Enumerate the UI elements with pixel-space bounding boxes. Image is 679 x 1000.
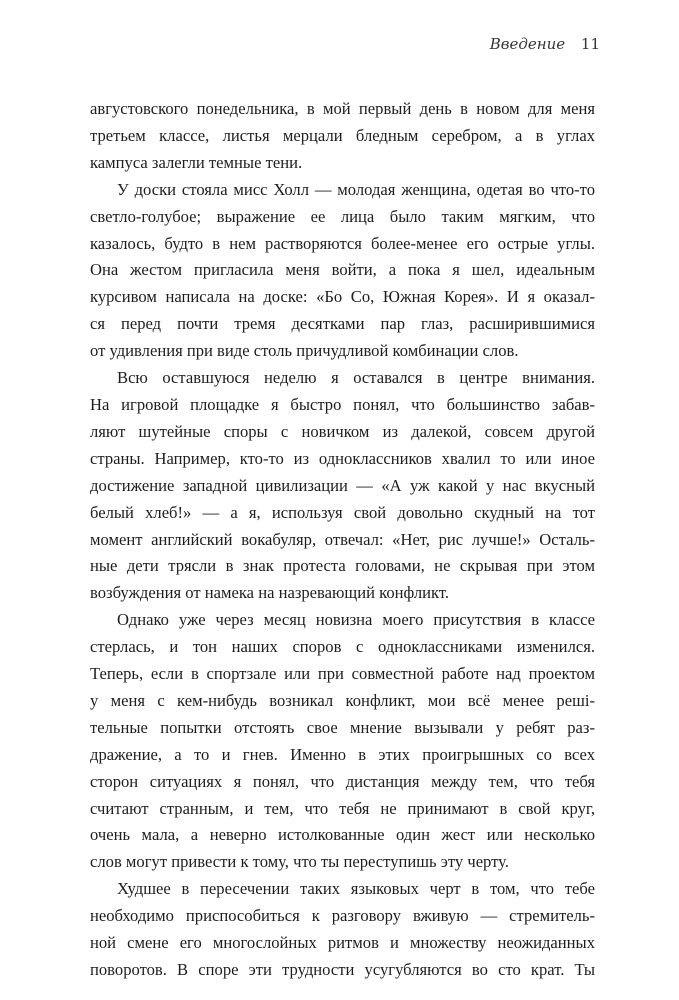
text-line: поворотов. В споре эти трудности усугубляются во сто крат. Ты (90, 960, 595, 979)
paragraph (90, 607, 595, 876)
text-line: стерлась, и тон наших споров с одноклассниками изменился. (90, 637, 595, 657)
text-line: Она жестом пригласила меня войти, а пока я шел, идеальным (90, 260, 595, 280)
text-line: возбуждения от намека на назревающий конфликт. (90, 583, 450, 603)
text-line: белый хлеб!» — а я, используя свой довольно скудный на тот (90, 502, 595, 522)
text-line: сторон ситуациях я понял, что дистанция между тем, что тебя (90, 771, 595, 791)
running-header (490, 35, 600, 53)
text-line: третьем классе, листья мерцали бледным серебром, а в углах (90, 125, 595, 145)
text-line: казалось, будто в нем растворяются более-менее его острые углы. (90, 233, 595, 253)
text-line: ся перед почти тремя десятками пар глаз, расширившимися (90, 314, 595, 334)
text-line: дражение, а то и гнев. Именно в этих проигрышных со всех (90, 744, 595, 764)
text-line: На игровой площадке я быстро понял, что большинство забав- (90, 394, 595, 414)
text-line: Всю оставшуюся неделю я оставался в центре внимания. (117, 368, 595, 388)
paragraph (90, 177, 595, 365)
paragraph (90, 365, 595, 607)
text-line: курсивом написала на доске: «Бо Со, Южная Корея». И я оказал- (90, 287, 595, 307)
text-line: у меня с кем-нибудь возникал конфликт, мои всё менее решi- (90, 690, 595, 710)
text-line: ные дети трясли в знак протеста головами, не скрывая при этом (90, 556, 595, 576)
text-line: Худшее в пересечении таких языковых черт в том, что тебе (117, 879, 595, 899)
text-line: светло-голубое; выражение ее лица было таким мягким, что (90, 206, 595, 226)
text-line: считают странным, и тем, что тебя не принимают в свой круг, (90, 798, 595, 818)
body-text (90, 96, 595, 984)
text-line: кампуса залегли темные тени. (90, 152, 303, 172)
text-line: тельные попытки отстоять свое мнение вызывали у ребят раз- (90, 717, 595, 737)
page-number: 11 (580, 35, 600, 53)
text-line: очень мала, а неверно истолкованные один жест или несколько (90, 825, 595, 845)
text-line: момент английский вокабуляр, отвечал: «Нет, рис лучше!» Осталь- (90, 529, 595, 549)
text-line: достижение западной цивилизации — «А уж какой у нас вкусный (90, 475, 595, 495)
text-line: Однако уже через месяц новизна моего присутствия в классе (117, 610, 595, 630)
text-line: августовского понедельника, в мой первый день в новом для меня (90, 99, 595, 118)
section-title: Введение (489, 35, 566, 53)
text-line: слов могут привести к тому, что ты переступишь эту черту. (90, 852, 509, 872)
paragraph (90, 96, 595, 177)
text-line: ной смене его многослойных ритмов и множеству неожиданных (90, 933, 595, 953)
paragraph (90, 876, 595, 984)
text-line: необходимо приспособиться к разговору вживую — стремитель- (90, 906, 595, 926)
text-line: от удивления при виде столь причудливой комбинации слов. (90, 341, 519, 361)
text-line: Теперь, если в спортзале или при совместной работе над проектом (90, 664, 595, 684)
text-line: страны. Например, кто-то из одноклассников хвалил то или иное (90, 448, 595, 468)
text-line: У доски стояла мисс Холл — молодая женщина, одетая во что-то (117, 179, 595, 199)
text-line: ляют шутейные споры с новичком из далекой, совсем другой (90, 421, 595, 441)
